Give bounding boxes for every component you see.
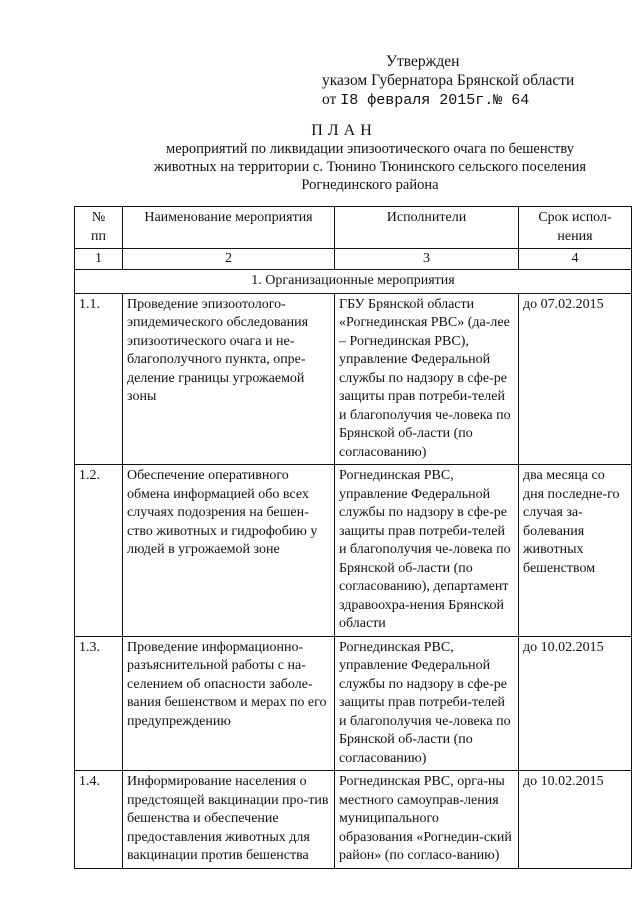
approval-line-decree: указом Губернатора Брянской области [322,72,575,89]
row-num: 1.1. [75,293,123,465]
row-name: Проведение информационно-разъяснительной работы с на-селением об опасности заболе-вания бешенством и мерах по его предупреждению [123,636,335,771]
table-row [75,636,632,771]
row-deadline: до 10.02.2015 [519,771,632,869]
column-number: 1 [75,249,123,270]
approval-date-prefix: от [322,91,337,108]
row-name: Обеспечение оперативного обмена информацией обо всех случаях подозрения на бешен-ство животных и гидрофобию у людей в угрожаемой зоне [123,465,335,637]
section-title: 1. Организационные мероприятия [75,270,632,294]
plan-table [74,206,632,869]
plan-subtitle-line: Рогнединского района [301,177,439,193]
row-name: Проведение эпизоотолого-эпидемического обследования эпизоотического очага и не-благополучного пункта, опре-деление границы угрожаемой зоны [123,293,335,465]
row-deadline: до 07.02.2015 [519,293,632,465]
column-number: 4 [519,249,632,270]
row-name: Информирование населения о предстоящей вакцинации про-тив бешенства и обеспечение предоставления животных для вакцинации против бешенства [123,771,335,869]
section-row [75,270,632,294]
column-number-row [75,249,632,270]
approval-date-stamp: I8 февраля 2015г.№ 64 [340,92,530,109]
row-executors: ГБУ Брянской области «Рогнединская РВС» (да-лее – Рогнединская РВС), управление Федеральной службы по надзору в сфе-ре защиты прав потреби-телей и благополучия че-ловека по Брянской об-ласти (по согласованию) [335,293,519,465]
table-row [75,293,632,465]
plan-subtitle-line: мероприятий по ликвидации эпизоотического очага по бешенству [166,141,574,157]
column-number: 2 [123,249,335,270]
approval-line-approved: Утвержден [386,53,460,70]
row-deadline: до 10.02.2015 [519,636,632,771]
header-deadline: Срок испол- нения [519,207,632,249]
header-executors: Исполнители [335,207,519,249]
column-number: 3 [335,249,519,270]
row-num: 1.3. [75,636,123,771]
row-num: 1.4. [75,771,123,869]
plan-title: ПЛАН [311,122,377,139]
approval-line-date [322,90,574,110]
plan-subtitle [110,140,630,194]
approval-block [322,52,574,110]
header-name: Наименование мероприятия [123,207,335,249]
row-num: 1.2. [75,465,123,637]
header-num: № пп [75,207,123,249]
plan-subtitle-line: животных на территории с. Тюнино Тюнинского сельского поселения [153,159,587,175]
row-deadline: два месяца со дня последне-го случая за-болевания животных бешенством [519,465,632,637]
table-row [75,465,632,637]
table-row [75,771,632,869]
page-edge-line [631,258,632,826]
table-header-row [75,207,632,249]
row-executors: Рогнединская РВС, орга-ны местного самоуправ-ления муниципального образования «Рогнедин-ский район» (по согласо-ванию) [335,771,519,869]
row-executors: Рогнединская РВС, управление Федеральной службы по надзору в сфе-ре защиты прав потреби-телей и благополучия че-ловека по Брянской об-ласти (по согласованию) [335,636,519,771]
row-executors: Рогнединская РВС, управление Федеральной службы по надзору в сфе-ре защиты прав потреби-телей и благополучия че-ловека по Брянской об-ласти (по согласованию), департамент здравоохра-нения Брянской области [335,465,519,637]
